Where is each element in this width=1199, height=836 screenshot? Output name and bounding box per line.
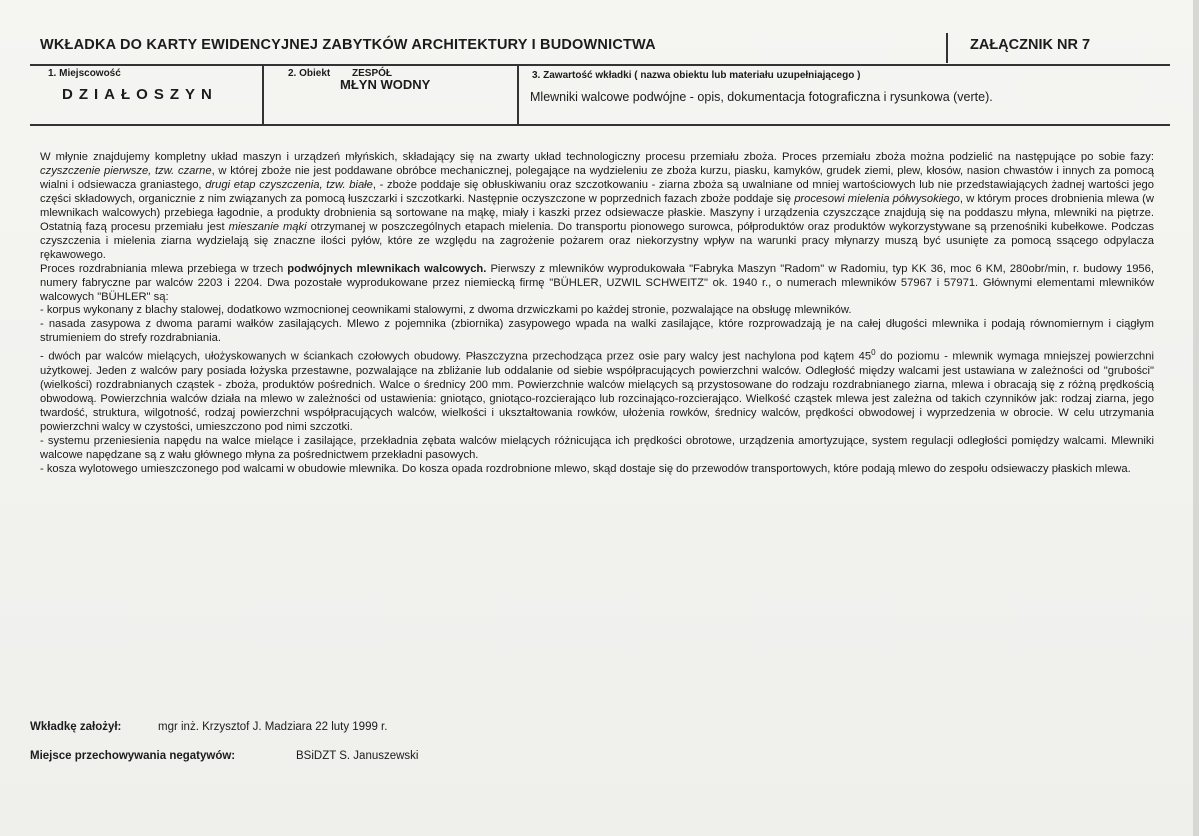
author-label: Wkładkę założył: xyxy=(30,721,122,733)
text-run: , w którym proces drobnienia mlewa (w mlewnikach walcowych) przebiega łagodnie, a produkty drobnienia są sortowane na mąkę, miały i kaszki przez odsiewacze płaskie. Maszyny i urządzenia czyszczące znajdują się na poddaszu młyna, mlewniki na piętrze. Ostatnią fazą procesu przemiału jest xyxy=(40,192,1154,233)
field-divider xyxy=(517,64,519,124)
fields-row xyxy=(30,64,1170,126)
description-text xyxy=(40,151,1154,477)
place-value: DZIAŁOSZYN xyxy=(62,86,218,103)
text-run: W młynie znajdujemy kompletny układ maszyn i urządzeń młyńskich, składający się na zwarty układ technologiczny procesu przemiału zboża. Proces przemiału zboża można podzielić na następujące po sobie fazy: xyxy=(40,151,1154,163)
text-run: , w której zboże nie jest poddawane obróbce mechanicznej, polegające na wydzieleniu ze zboża kurzu, piasku, kamyków, grudek ziemi, plew, kłosów, nasion chwastów i innych za pomocą wialni i odsiewacza graniastego, xyxy=(40,164,1154,191)
list-item: - systemu przeniesienia napędu na walce mielące i zasilające, przekładnia zębata walców mielących różnicująca ich prędkości obrotowe, urządzenia amortyzujące, system regulacji odległości pomiędzy walcami. Mlewniki walcowe napędzane są z wału głównego młyna za pośrednictwem przekładni pasowych. xyxy=(40,434,1154,461)
content-value: Mlewniki walcowe podwójne - opis, dokumentacja fotograficzna i rysunkowa (verte). xyxy=(530,90,993,104)
annex-number: ZAŁĄCZNIK NR 7 xyxy=(970,37,1091,53)
list-item: - nasada zasypowa z dwoma parami wałków zasilających. Mlewo z pojemnika (zbiornika) zasypowego wpada na walki zasilające, które rozprowadzają je na całej długości mlewnika i podają równomiernym i ciągłym strumieniem do strefy rozdrabniania. xyxy=(40,318,1154,345)
paragraph xyxy=(40,151,1154,263)
scan-edge xyxy=(1193,0,1199,836)
field-divider xyxy=(262,64,264,124)
text-run: - dwóch par walców mielących, ułożyskowanych w ściankach czołowych obudowy. Płaszczyzna przechodząca przez osie pary walcy jest nachylona pod kątem 45 xyxy=(40,351,872,364)
storage-label: Miejsce przechowywania negatywów: xyxy=(30,750,236,762)
text-run: do poziomu - mlewnik wymaga mniejszej powierzchni użytkowej. Jeden z walców pary posiada łożyska przestawne, pozwalające na zbliżanie lub oddalanie od siebie współpracujących powierzchni walców. Odległość między walcami jest ustawiana w zależności od "grubości" (wielkości) rozdrabnianych cząstek - zboża, produktów pośrednich. Walce o średnicy 200 mm. Powierzchnie walców mielących są przystosowane do rodzaju rozdrabnianego ziarna, mlewa i obracają się z różną prędkością obwodową. Powierzchnia walców działa na mlewo w zależności od ustawienia: gniotąco, gniotąco-rozcierająco lub rozcinająco-rozcierająco. Wielkość cząstek mlewa jest zależna od takich czynników jak: rodzaj ziarna, jego twardość, struktura, wilgotność, rodzaj powierzchni współpracujących walców, wielkości i ukształtowania rowków, ułożenia rowków, średnicy walców, prędkości obwodowej i wyprzedzenia w obrocie. W celu utrzymania powierzchni walcy w czystości, umieszczono pod nimi szczotki. xyxy=(40,351,1154,433)
storage-value: BSiDZT S. Januszewski xyxy=(296,750,419,762)
italic-term: mieszanie mąki xyxy=(228,220,307,233)
text-run: Proces rozdrabniania mlewa przebiega w trzech xyxy=(40,262,288,275)
document-title: WKŁADKA DO KARTY EWIDENCYJNEJ ZABYTKÓW ARCHITEKTURY I BUDOWNICTWA xyxy=(40,37,656,53)
list-item: - kosza wylotowego umieszczonego pod walcami w obudowie mlewnika. Do kosza opada rozdrobnione mlewo, skąd dostaje się do przewodów transportowych, które podają mlewo do zespołu odsiewaczy płaskich mlewa. xyxy=(40,462,1131,475)
object-type: ZESPÓŁ xyxy=(352,68,393,79)
italic-term: procesowi mielenia półwysokiego xyxy=(794,192,960,205)
author-value: mgr inż. Krzysztof J. Madziara 22 luty 1999 r. xyxy=(158,721,388,733)
text-run: , - zboże poddaje się obłuskiwaniu oraz szczotkowaniu - ziarna zboża są uwalniane od mniej wartościowych lub nie przedstawiających żadnej wartości jego części składowych, organicznie z nim związanych za pomocą łuszczarki i szczotkarki. Następnie oczyszczone w poprzednich fazach zboże poddaje się xyxy=(40,178,1154,205)
degree-superscript: 0 xyxy=(871,348,876,358)
place-label: 1. Miejscowość xyxy=(48,68,121,79)
object-label: 2. Obiekt xyxy=(288,68,331,79)
paragraph xyxy=(40,263,1154,305)
list-item xyxy=(40,346,1154,434)
title-divider xyxy=(946,33,948,63)
document-header xyxy=(30,30,1170,126)
italic-term: drugi etap czyszczenia, tzw. białe xyxy=(205,178,373,191)
text-run: otrzymanej w poszczególnych etapach mielenia. Do transportu pionowego surowca, półproduktów oraz produktów wykorzystywane są przenośniki kubełkowe. Podczas czyszczenia i mielenia ziarna wydzielają się znaczne ilości pyłów, które ze względu na zagrożenie pożarem oraz niekorzystny wpływ na warunki pracy młynarzy muszą być usunięte za pomocą ssącego odpylacza rękawowego. xyxy=(40,220,1154,261)
content-label: 3. Zawartość wkładki ( nazwa obiektu lub materiału uzupełniającego ) xyxy=(532,70,861,81)
bold-term: podwójnych mlewnikach walcowych. xyxy=(287,262,487,275)
italic-term: czyszczenie pierwsze, tzw. czarne xyxy=(40,164,212,177)
title-row xyxy=(30,30,1170,66)
object-value: MŁYN WODNY xyxy=(340,77,431,92)
text-run: Pierwszy z mlewników wyprodukowała "Fabryka Maszyn "Radom" w Radomiu, typ KK 36, moc 6 KM, 280obr/min, r. budowy 1956, numery fabryczne par walców 2203 i 2204. Dwa pozostałe wyprodukowane przez niemiecką firmę "BÜHLER, UZWIL SCHWEITZ" ok. 1940 r., o numerach mlewników 57967 i 57971. Głównymi elementami mlewników walcowych "BÜHLER" są: xyxy=(40,262,1154,303)
list-item: - korpus wykonany z blachy stalowej, dodatkowo wzmocnionej ceownikami stalowymi, z dwoma drzwiczkami po każdej stronie, pozwalające na obsługę mlewników. xyxy=(40,304,852,317)
